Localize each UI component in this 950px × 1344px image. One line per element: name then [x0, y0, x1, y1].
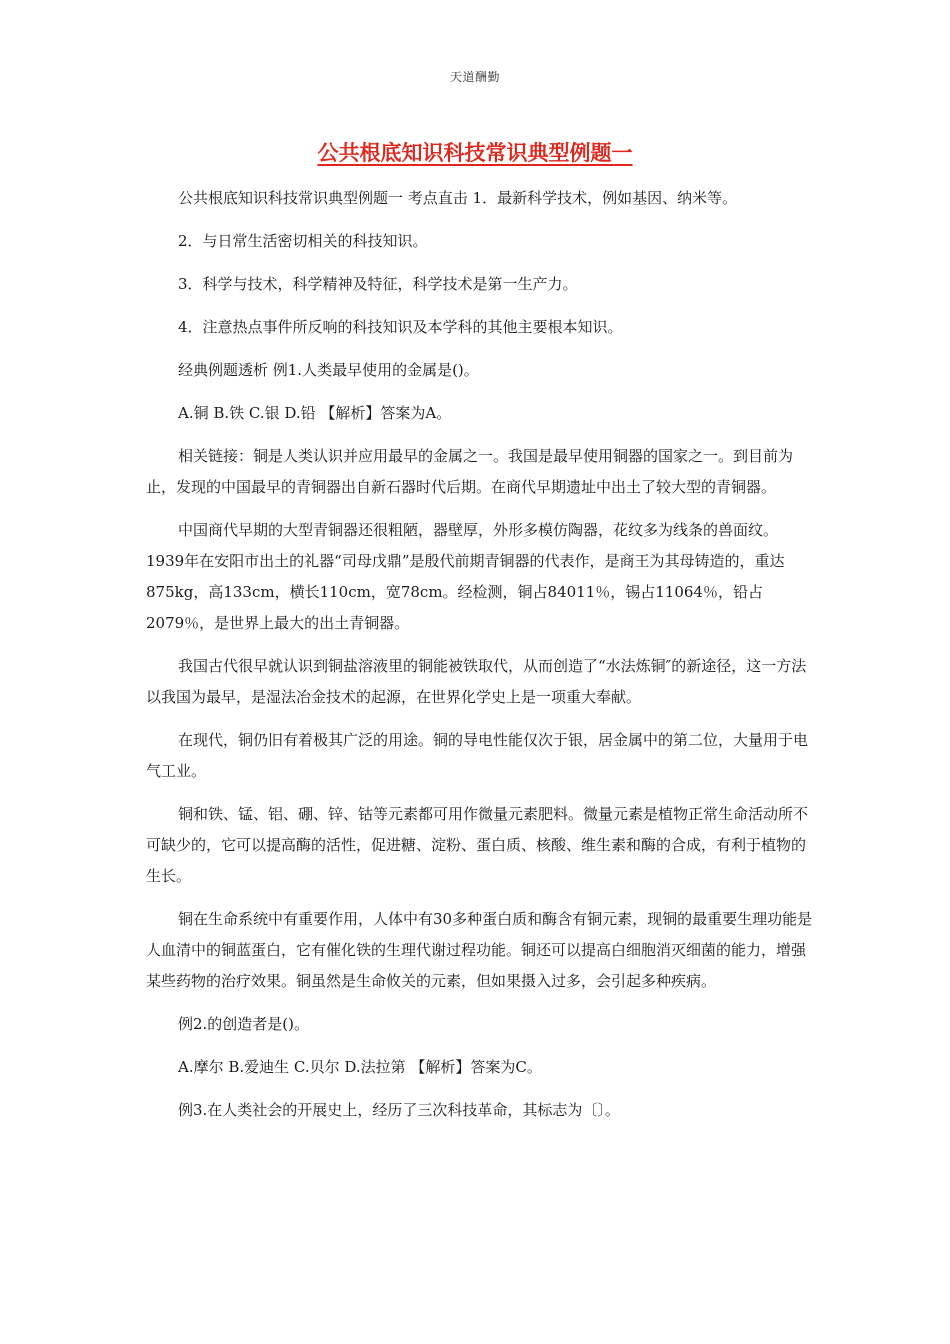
- document-title: 公共根底知识科技常识典型例题一: [317, 141, 633, 165]
- paragraph: A.铜 B.铁 C.银 D.铅 【解析】答案为A。: [178, 404, 452, 422]
- paragraph: 相关链接：铜是人类认识并应用最早的金属之一。我国是最早使用铜器的国家之一。到目前为止，发现的中国最早的青铜器出自新石器时代后期。在商代早期遗址中出土了较大型的青铜器。: [146, 447, 794, 496]
- paragraph: 2．与日常生活密切相关的科技知识。: [178, 232, 428, 250]
- paragraph: 公共根底知识科技常识典型例题一 考点直击 1．最新科学技术，例如基因、纳米等。: [178, 189, 738, 207]
- paragraph: A.摩尔 B.爱迪生 C.贝尔 D.法拉第 【解析】答案为C。: [178, 1058, 542, 1076]
- paragraph: 4．注意热点事件所反响的科技知识及本学科的其他主要根本知识。: [178, 318, 623, 336]
- paragraph: 3．科学与技术，科学精神及特征，科学技术是第一生产力。: [178, 275, 578, 293]
- paragraph: 经典例题透析 例1.人类最早使用的金属是()。: [178, 361, 479, 379]
- paragraph: 铜和铁、锰、铝、硼、锌、钴等元素都可用作微量元素肥料。微量元素是植物正常生命活动所不可缺少的，它可以提高酶的活性，促进糖、淀粉、蛋白质、核酸、维生素和酶的合成，有利于植物的生长。: [146, 805, 809, 885]
- page-header: 天道酬勤: [449, 70, 500, 84]
- paragraph: 中国商代早期的大型青铜器还很粗陋，器壁厚，外形多模仿陶器，花纹多为线条的兽面纹。1939年在安阳市出土的礼器“司母戊鼎”是殷代前期青铜器的代表作，是商王为其母铸造的，重达875kg，高133cm，横长110cm，宽78cm。经检测，铜占84011％，锡占11064％，铅占2079％，是世界上最大的出土青铜器。: [146, 521, 785, 632]
- paragraph: 在现代，铜仍旧有着极其广泛的用途。铜的导电性能仅次于银，居金属中的第二位，大量用于电气工业。: [146, 731, 809, 780]
- paragraph: 铜在生命系统中有重要作用，人体中有30多种蛋白质和酶含有铜元素，现铜的最重要生理功能是人血清中的铜蓝蛋白，它有催化铁的生理代谢过程功能。铜还可以提高白细胞消灭细菌的能力，增强某些药物的治疗效果。铜虽然是生命攸关的元素，但如果摄入过多，会引起多种疾病。: [146, 910, 813, 990]
- paragraph: 例3.在人类社会的开展史上，经历了三次科技革命，其标志为〔〕。: [178, 1101, 620, 1119]
- document-body: [146, 183, 814, 1138]
- paragraph: 例2.的创造者是()。: [178, 1015, 310, 1033]
- paragraph: 我国古代很早就认识到铜盐溶液里的铜能被铁取代，从而创造了“水法炼铜″的新途径，这一方法以我国为最早，是湿法冶金技术的起源，在世界化学史上是一项重大奉献。: [146, 657, 807, 706]
